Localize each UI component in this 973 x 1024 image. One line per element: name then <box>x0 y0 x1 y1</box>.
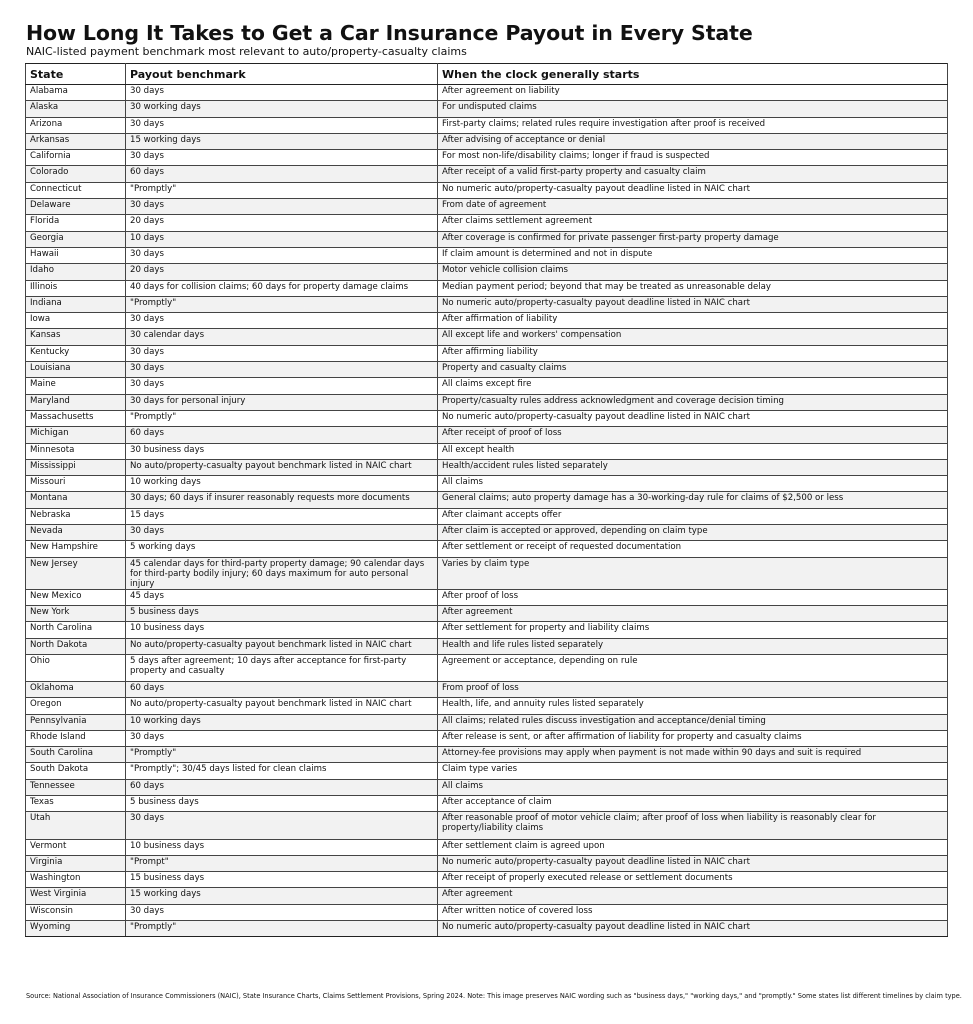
table-row <box>26 296 948 312</box>
cell-state: Maryland <box>26 394 126 410</box>
cell-payout-benchmark: 45 days <box>126 589 438 605</box>
cell-clock-start: After receipt of proof of loss <box>438 427 948 443</box>
source-note: Source: National Association of Insurance Commissioners (NAIC), State Insurance Charts, Claims Settlement Provisions, Spring 2024. Note: This image preserves NAIC wording such as "business days," "working days," and "promptly." Some states list different timelines by claim type. <box>26 992 962 1000</box>
table-row <box>26 904 948 920</box>
table-body <box>26 85 948 937</box>
cell-payout-benchmark: 5 working days <box>126 541 438 557</box>
cell-payout-benchmark: 60 days <box>126 681 438 697</box>
cell-payout-benchmark: 20 days <box>126 215 438 231</box>
cell-payout-benchmark: 5 days after agreement; 10 days after acceptance for first-party property and casualty <box>126 654 438 681</box>
cell-payout-benchmark: 30 days <box>126 904 438 920</box>
table-row <box>26 681 948 697</box>
cell-state: Arkansas <box>26 133 126 149</box>
table-row <box>26 345 948 361</box>
table-row <box>26 215 948 231</box>
cell-state: Massachusetts <box>26 410 126 426</box>
column-header-payout-benchmark: Payout benchmark <box>126 64 438 85</box>
cell-payout-benchmark: 20 days <box>126 264 438 280</box>
table-row <box>26 763 948 779</box>
cell-state: Oregon <box>26 698 126 714</box>
cell-payout-benchmark: 30 days <box>126 378 438 394</box>
table-row <box>26 812 948 839</box>
cell-payout-benchmark: 30 days <box>126 362 438 378</box>
cell-state: Minnesota <box>26 443 126 459</box>
cell-state: Florida <box>26 215 126 231</box>
table-row <box>26 747 948 763</box>
cell-state: New Mexico <box>26 589 126 605</box>
cell-state: Mississippi <box>26 459 126 475</box>
cell-state: Montana <box>26 492 126 508</box>
cell-payout-benchmark: "Promptly" <box>126 410 438 426</box>
cell-state: Hawaii <box>26 247 126 263</box>
cell-clock-start: After advising of acceptance or denial <box>438 133 948 149</box>
cell-payout-benchmark: 30 days for personal injury <box>126 394 438 410</box>
cell-clock-start: After claim is accepted or approved, depending on claim type <box>438 525 948 541</box>
cell-payout-benchmark: 30 days <box>126 85 438 101</box>
cell-payout-benchmark: 45 calendar days for third-party property damage; 90 calendar days for third-party bodily injury; 60 days maximum for auto personal injury <box>126 557 438 589</box>
table-row <box>26 557 948 589</box>
cell-clock-start: All except health <box>438 443 948 459</box>
cell-payout-benchmark: 40 days for collision claims; 60 days for property damage claims <box>126 280 438 296</box>
cell-state: Michigan <box>26 427 126 443</box>
cell-clock-start: After claimant accepts offer <box>438 508 948 524</box>
cell-state: New York <box>26 605 126 621</box>
cell-payout-benchmark: "Promptly" <box>126 182 438 198</box>
table-row <box>26 508 948 524</box>
cell-clock-start: Varies by claim type <box>438 557 948 589</box>
cell-clock-start: Health, life, and annuity rules listed separately <box>438 698 948 714</box>
payout-table <box>25 63 948 937</box>
cell-clock-start: First-party claims; related rules require investigation after proof is received <box>438 117 948 133</box>
cell-state: Nevada <box>26 525 126 541</box>
column-header-state: State <box>26 64 126 85</box>
cell-payout-benchmark: 10 business days <box>126 622 438 638</box>
cell-clock-start: If claim amount is determined and not in dispute <box>438 247 948 263</box>
table-row <box>26 264 948 280</box>
cell-payout-benchmark: No auto/property-casualty payout benchmark listed in NAIC chart <box>126 459 438 475</box>
cell-clock-start: All claims; related rules discuss investigation and acceptance/denial timing <box>438 714 948 730</box>
cell-clock-start: All claims <box>438 476 948 492</box>
cell-payout-benchmark: 30 days <box>126 812 438 839</box>
table-row <box>26 101 948 117</box>
cell-state: Tennessee <box>26 779 126 795</box>
cell-state: Kentucky <box>26 345 126 361</box>
table-row <box>26 85 948 101</box>
cell-payout-benchmark: "Promptly" <box>126 296 438 312</box>
table-row <box>26 888 948 904</box>
table-row <box>26 541 948 557</box>
cell-state: Colorado <box>26 166 126 182</box>
cell-state: Washington <box>26 872 126 888</box>
table-row <box>26 525 948 541</box>
table-row <box>26 247 948 263</box>
cell-clock-start: All claims except fire <box>438 378 948 394</box>
cell-clock-start: All claims <box>438 779 948 795</box>
table-row <box>26 459 948 475</box>
cell-clock-start: After written notice of covered loss <box>438 904 948 920</box>
cell-clock-start: After reasonable proof of motor vehicle claim; after proof of loss when liability is reasonably clear for property/liability claims <box>438 812 948 839</box>
table-row <box>26 182 948 198</box>
cell-state: Texas <box>26 796 126 812</box>
cell-state: Iowa <box>26 313 126 329</box>
cell-payout-benchmark: 10 working days <box>126 476 438 492</box>
cell-clock-start: For undisputed claims <box>438 101 948 117</box>
table-row <box>26 150 948 166</box>
table-row <box>26 872 948 888</box>
cell-state: Missouri <box>26 476 126 492</box>
cell-clock-start: After settlement claim is agreed upon <box>438 839 948 855</box>
cell-clock-start: After coverage is confirmed for private passenger first-party property damage <box>438 231 948 247</box>
cell-clock-start: From proof of loss <box>438 681 948 697</box>
cell-state: Connecticut <box>26 182 126 198</box>
cell-state: Alabama <box>26 85 126 101</box>
table-row <box>26 166 948 182</box>
cell-state: Indiana <box>26 296 126 312</box>
cell-state: Pennsylvania <box>26 714 126 730</box>
cell-payout-benchmark: 5 business days <box>126 796 438 812</box>
cell-payout-benchmark: 30 working days <box>126 101 438 117</box>
cell-payout-benchmark: 30 days <box>126 150 438 166</box>
table-row <box>26 117 948 133</box>
cell-state: Maine <box>26 378 126 394</box>
page-subtitle: NAIC-listed payment benchmark most relevant to auto/property-casualty claims <box>26 45 467 58</box>
cell-clock-start: For most non-life/disability claims; longer if fraud is suspected <box>438 150 948 166</box>
table-row <box>26 589 948 605</box>
cell-state: Oklahoma <box>26 681 126 697</box>
cell-clock-start: No numeric auto/property-casualty payout deadline listed in NAIC chart <box>438 296 948 312</box>
table-row <box>26 605 948 621</box>
cell-payout-benchmark: 15 working days <box>126 133 438 149</box>
cell-payout-benchmark: 30 days <box>126 117 438 133</box>
cell-clock-start: Health/accident rules listed separately <box>438 459 948 475</box>
table-row <box>26 921 948 937</box>
cell-payout-benchmark: No auto/property-casualty payout benchmark listed in NAIC chart <box>126 698 438 714</box>
cell-payout-benchmark: 10 business days <box>126 839 438 855</box>
cell-payout-benchmark: 15 days <box>126 508 438 524</box>
cell-payout-benchmark: 15 working days <box>126 888 438 904</box>
cell-clock-start: Attorney-fee provisions may apply when payment is not made within 90 days and suit is required <box>438 747 948 763</box>
cell-clock-start: No numeric auto/property-casualty payout deadline listed in NAIC chart <box>438 855 948 871</box>
cell-clock-start: After affirmation of liability <box>438 313 948 329</box>
table-row <box>26 779 948 795</box>
cell-clock-start: Motor vehicle collision claims <box>438 264 948 280</box>
cell-clock-start: After agreement <box>438 605 948 621</box>
cell-state: Idaho <box>26 264 126 280</box>
cell-state: Illinois <box>26 280 126 296</box>
cell-payout-benchmark: 30 calendar days <box>126 329 438 345</box>
cell-payout-benchmark: 30 business days <box>126 443 438 459</box>
cell-payout-benchmark: 30 days <box>126 313 438 329</box>
table-row <box>26 492 948 508</box>
table-row <box>26 622 948 638</box>
cell-state: West Virginia <box>26 888 126 904</box>
cell-payout-benchmark: 30 days <box>126 730 438 746</box>
cell-clock-start: Health and life rules listed separately <box>438 638 948 654</box>
cell-clock-start: Property/casualty rules address acknowledgment and coverage decision timing <box>438 394 948 410</box>
cell-state: Kansas <box>26 329 126 345</box>
cell-state: South Dakota <box>26 763 126 779</box>
table-row <box>26 133 948 149</box>
cell-clock-start: After proof of loss <box>438 589 948 605</box>
cell-clock-start: Property and casualty claims <box>438 362 948 378</box>
table-row <box>26 378 948 394</box>
cell-state: Delaware <box>26 199 126 215</box>
cell-payout-benchmark: 10 working days <box>126 714 438 730</box>
cell-state: North Dakota <box>26 638 126 654</box>
cell-state: Virginia <box>26 855 126 871</box>
cell-state: Ohio <box>26 654 126 681</box>
cell-payout-benchmark: 30 days <box>126 247 438 263</box>
cell-state: New Hampshire <box>26 541 126 557</box>
cell-clock-start: No numeric auto/property-casualty payout deadline listed in NAIC chart <box>438 921 948 937</box>
cell-clock-start: After receipt of properly executed release or settlement documents <box>438 872 948 888</box>
cell-clock-start: General claims; auto property damage has a 30-working-day rule for claims of $2,500 or less <box>438 492 948 508</box>
table-row <box>26 427 948 443</box>
cell-clock-start: From date of agreement <box>438 199 948 215</box>
cell-state: Wyoming <box>26 921 126 937</box>
cell-state: Utah <box>26 812 126 839</box>
table-row <box>26 476 948 492</box>
table-row <box>26 839 948 855</box>
cell-clock-start: After settlement for property and liability claims <box>438 622 948 638</box>
cell-payout-benchmark: "Promptly"; 30/45 days listed for clean claims <box>126 763 438 779</box>
table-row <box>26 394 948 410</box>
table-row <box>26 313 948 329</box>
cell-state: Wisconsin <box>26 904 126 920</box>
table-header-row <box>26 64 948 85</box>
cell-clock-start: After receipt of a valid first-party property and casualty claim <box>438 166 948 182</box>
cell-payout-benchmark: No auto/property-casualty payout benchmark listed in NAIC chart <box>126 638 438 654</box>
cell-clock-start: Median payment period; beyond that may be treated as unreasonable delay <box>438 280 948 296</box>
cell-clock-start: After agreement on liability <box>438 85 948 101</box>
table-row <box>26 730 948 746</box>
table-row <box>26 199 948 215</box>
table-row <box>26 855 948 871</box>
table-row <box>26 329 948 345</box>
table-row <box>26 280 948 296</box>
cell-payout-benchmark: 30 days <box>126 525 438 541</box>
cell-payout-benchmark: 30 days; 60 days if insurer reasonably requests more documents <box>126 492 438 508</box>
cell-clock-start: After release is sent, or after affirmation of liability for property and casualty claims <box>438 730 948 746</box>
table-row <box>26 362 948 378</box>
cell-payout-benchmark: 15 business days <box>126 872 438 888</box>
cell-clock-start: No numeric auto/property-casualty payout deadline listed in NAIC chart <box>438 182 948 198</box>
table-row <box>26 410 948 426</box>
cell-state: New Jersey <box>26 557 126 589</box>
cell-clock-start: After agreement <box>438 888 948 904</box>
cell-payout-benchmark: "Prompt" <box>126 855 438 871</box>
cell-payout-benchmark: "Promptly" <box>126 747 438 763</box>
cell-payout-benchmark: 30 days <box>126 345 438 361</box>
page-title: How Long It Takes to Get a Car Insurance Payout in Every State <box>26 21 753 45</box>
table-row <box>26 443 948 459</box>
cell-clock-start: After affirming liability <box>438 345 948 361</box>
cell-clock-start: After claims settlement agreement <box>438 215 948 231</box>
table-row <box>26 714 948 730</box>
cell-payout-benchmark: 60 days <box>126 779 438 795</box>
cell-state: Vermont <box>26 839 126 855</box>
table-row <box>26 654 948 681</box>
cell-state: North Carolina <box>26 622 126 638</box>
cell-clock-start: All except life and workers' compensation <box>438 329 948 345</box>
cell-clock-start: After acceptance of claim <box>438 796 948 812</box>
cell-payout-benchmark: 5 business days <box>126 605 438 621</box>
cell-payout-benchmark: 10 days <box>126 231 438 247</box>
cell-payout-benchmark: "Promptly" <box>126 921 438 937</box>
cell-state: South Carolina <box>26 747 126 763</box>
cell-state: Louisiana <box>26 362 126 378</box>
column-header-clock-start: When the clock generally starts <box>438 64 948 85</box>
table-row <box>26 698 948 714</box>
cell-clock-start: After settlement or receipt of requested documentation <box>438 541 948 557</box>
cell-state: Nebraska <box>26 508 126 524</box>
cell-payout-benchmark: 60 days <box>126 166 438 182</box>
cell-clock-start: Claim type varies <box>438 763 948 779</box>
table-row <box>26 638 948 654</box>
cell-payout-benchmark: 30 days <box>126 199 438 215</box>
cell-state: Rhode Island <box>26 730 126 746</box>
table-row <box>26 796 948 812</box>
cell-clock-start: No numeric auto/property-casualty payout deadline listed in NAIC chart <box>438 410 948 426</box>
cell-state: Georgia <box>26 231 126 247</box>
cell-clock-start: Agreement or acceptance, depending on rule <box>438 654 948 681</box>
cell-payout-benchmark: 60 days <box>126 427 438 443</box>
cell-state: Alaska <box>26 101 126 117</box>
cell-state: Arizona <box>26 117 126 133</box>
table-row <box>26 231 948 247</box>
cell-state: California <box>26 150 126 166</box>
